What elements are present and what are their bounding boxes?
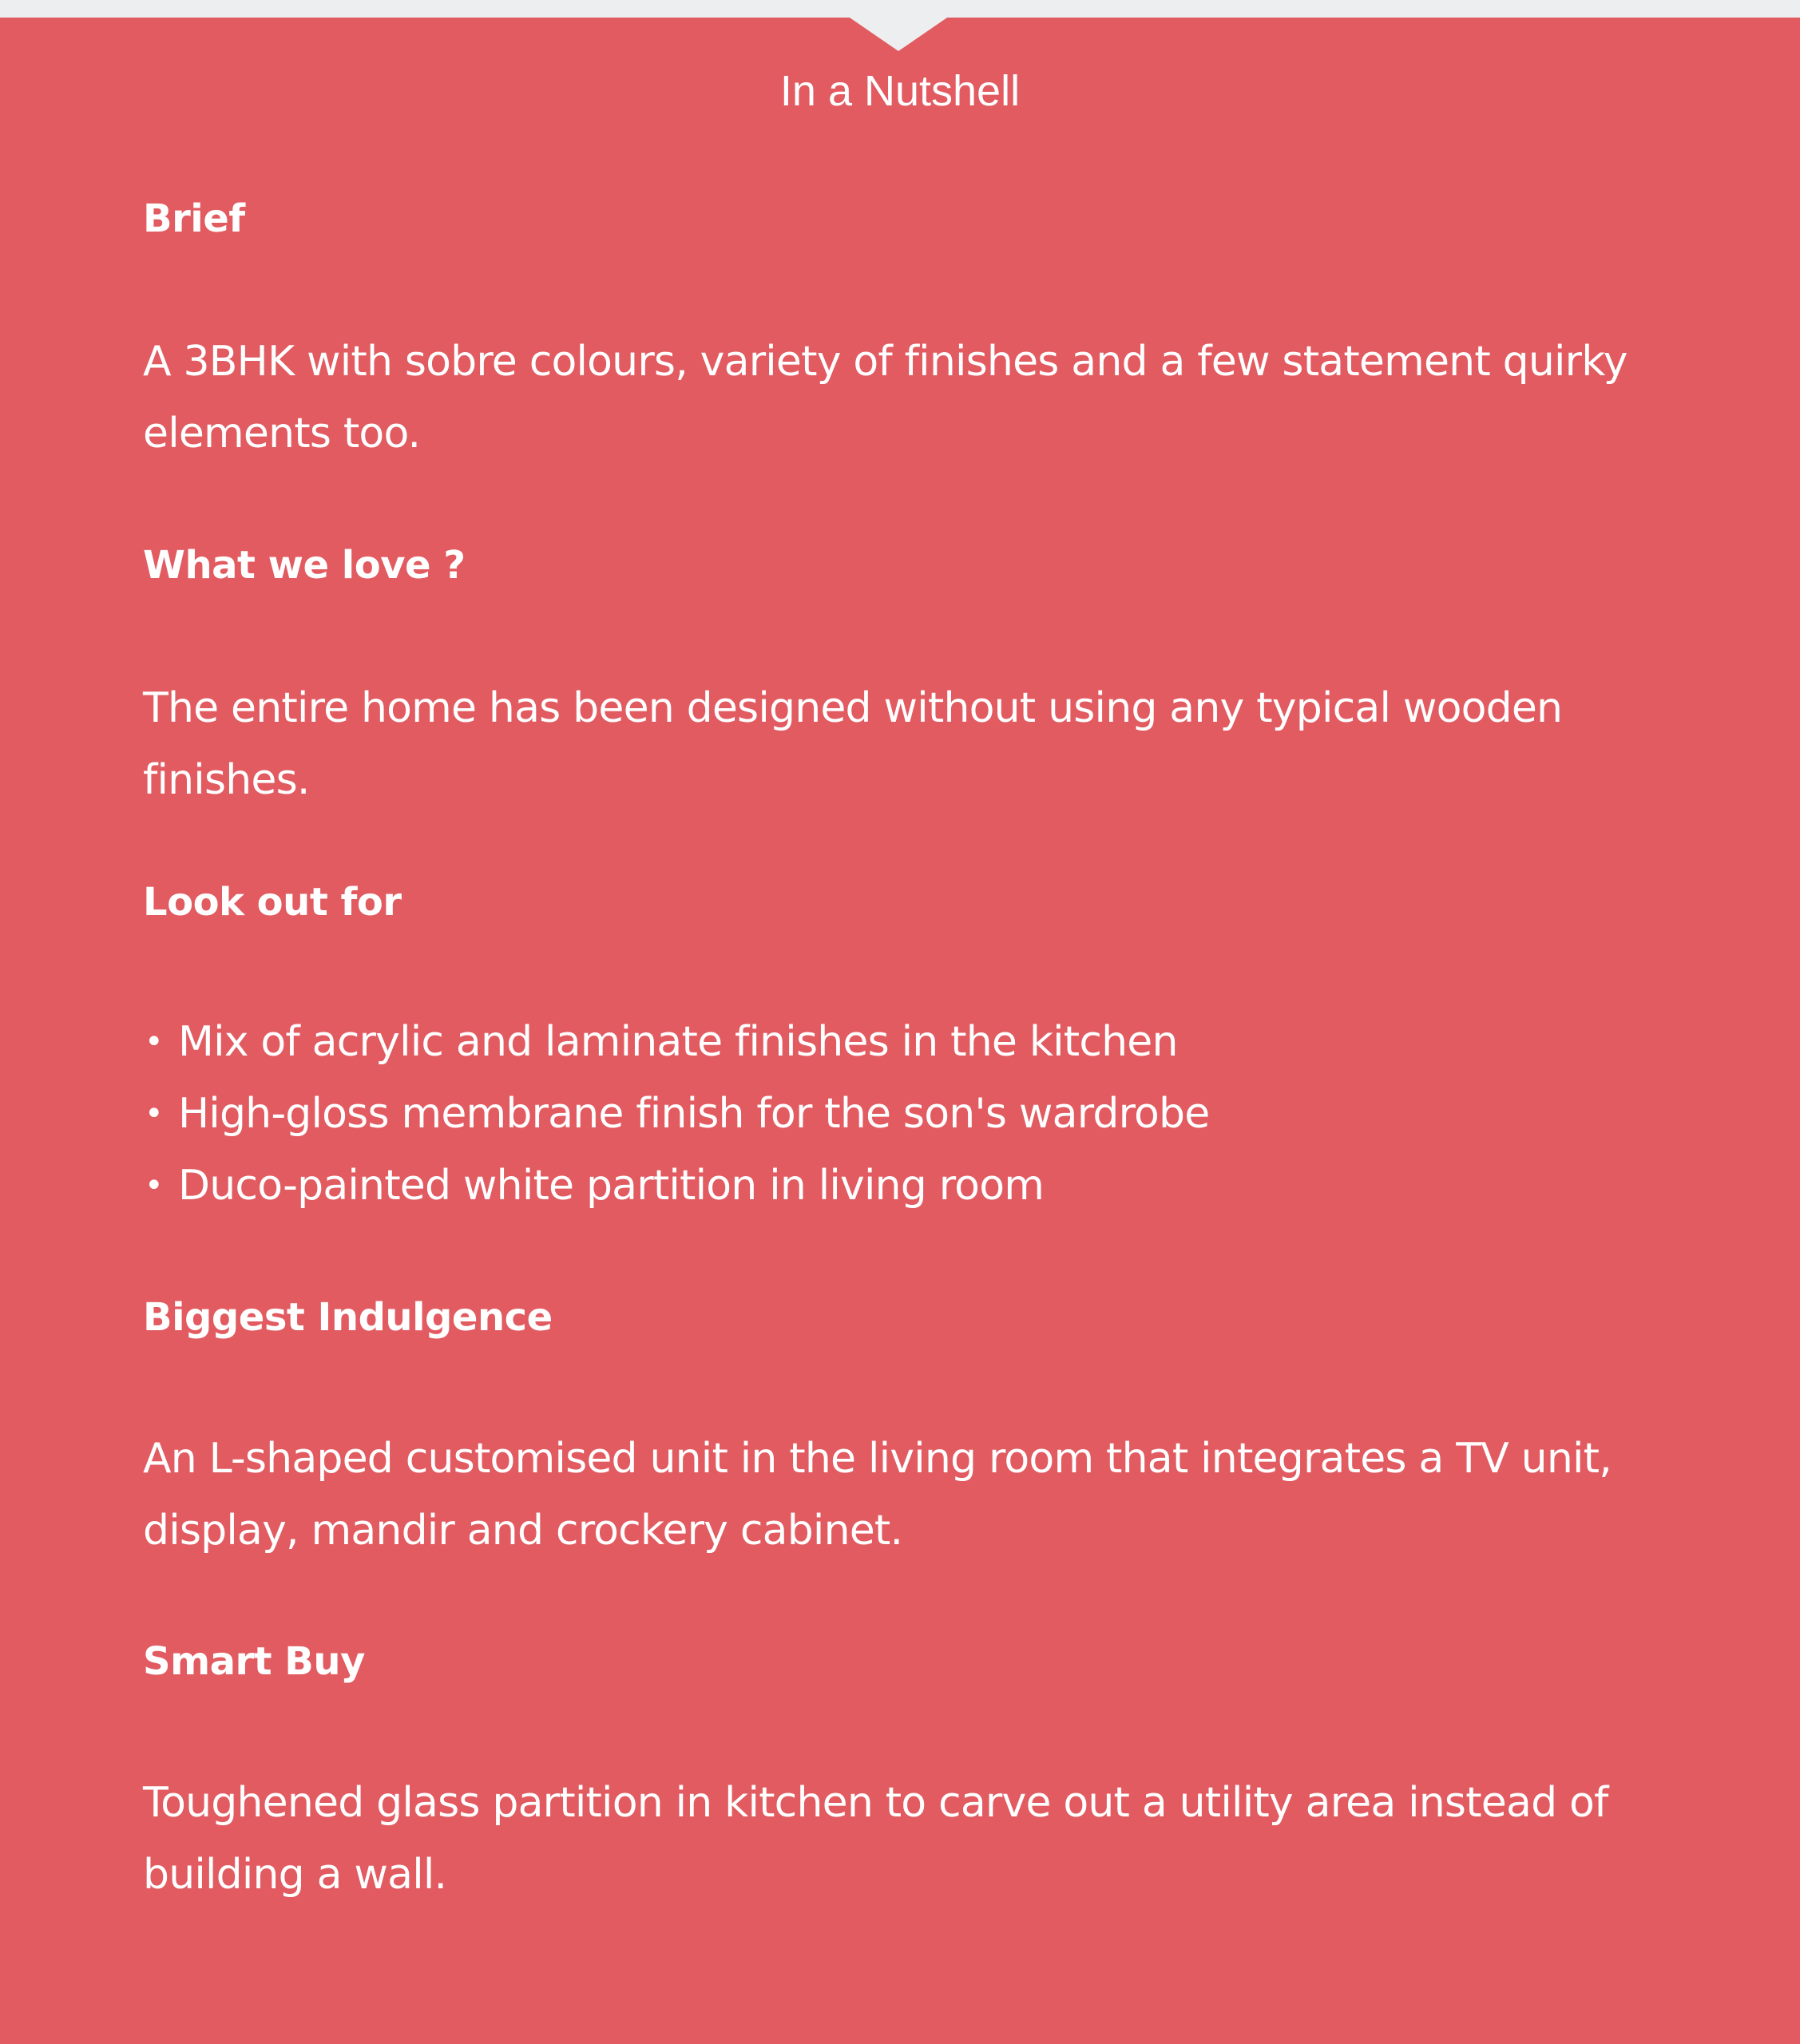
- list-item: [143, 1006, 1676, 1078]
- love-heading: What we love ?: [143, 543, 466, 588]
- smart-buy-heading: Smart Buy: [143, 1639, 365, 1684]
- brief-heading: Brief: [143, 196, 245, 241]
- top-strip: [0, 0, 1800, 18]
- list-item: [143, 1078, 1676, 1150]
- bullet-icon: •: [145, 1167, 163, 1204]
- love-text: The entire home has been designed without using any typical wooden finishes.: [143, 684, 1563, 804]
- list-item-text: Mix of acrylic and laminate finishes in the kitchen: [178, 1018, 1178, 1066]
- lookout-list: [143, 1006, 1676, 1222]
- indulgence-heading: Biggest Indulgence: [143, 1295, 553, 1340]
- lookout-heading: Look out for: [143, 880, 402, 925]
- list-item-text: High-gloss membrane finish for the son's wardrobe: [178, 1090, 1210, 1138]
- list-item-text: Duco-painted white partition in living room: [178, 1162, 1045, 1210]
- indulgence-text: An L-shaped customised unit in the living room that integrates a TV unit, display, mandir and crockery cabinet.: [143, 1435, 1612, 1555]
- panel-pointer-notch: [847, 16, 950, 51]
- panel-title: In a Nutshell: [779, 67, 1021, 115]
- list-item: [143, 1150, 1676, 1222]
- smart-buy-text: Toughened glass partition in kitchen to carve out a utility area instead of building a wall.: [143, 1779, 1608, 1899]
- bullet-icon: •: [145, 1024, 163, 1060]
- bullet-icon: •: [145, 1095, 163, 1132]
- brief-text: A 3BHK with sobre colours, variety of finishes and a few statement quirky elements too.: [143, 338, 1628, 458]
